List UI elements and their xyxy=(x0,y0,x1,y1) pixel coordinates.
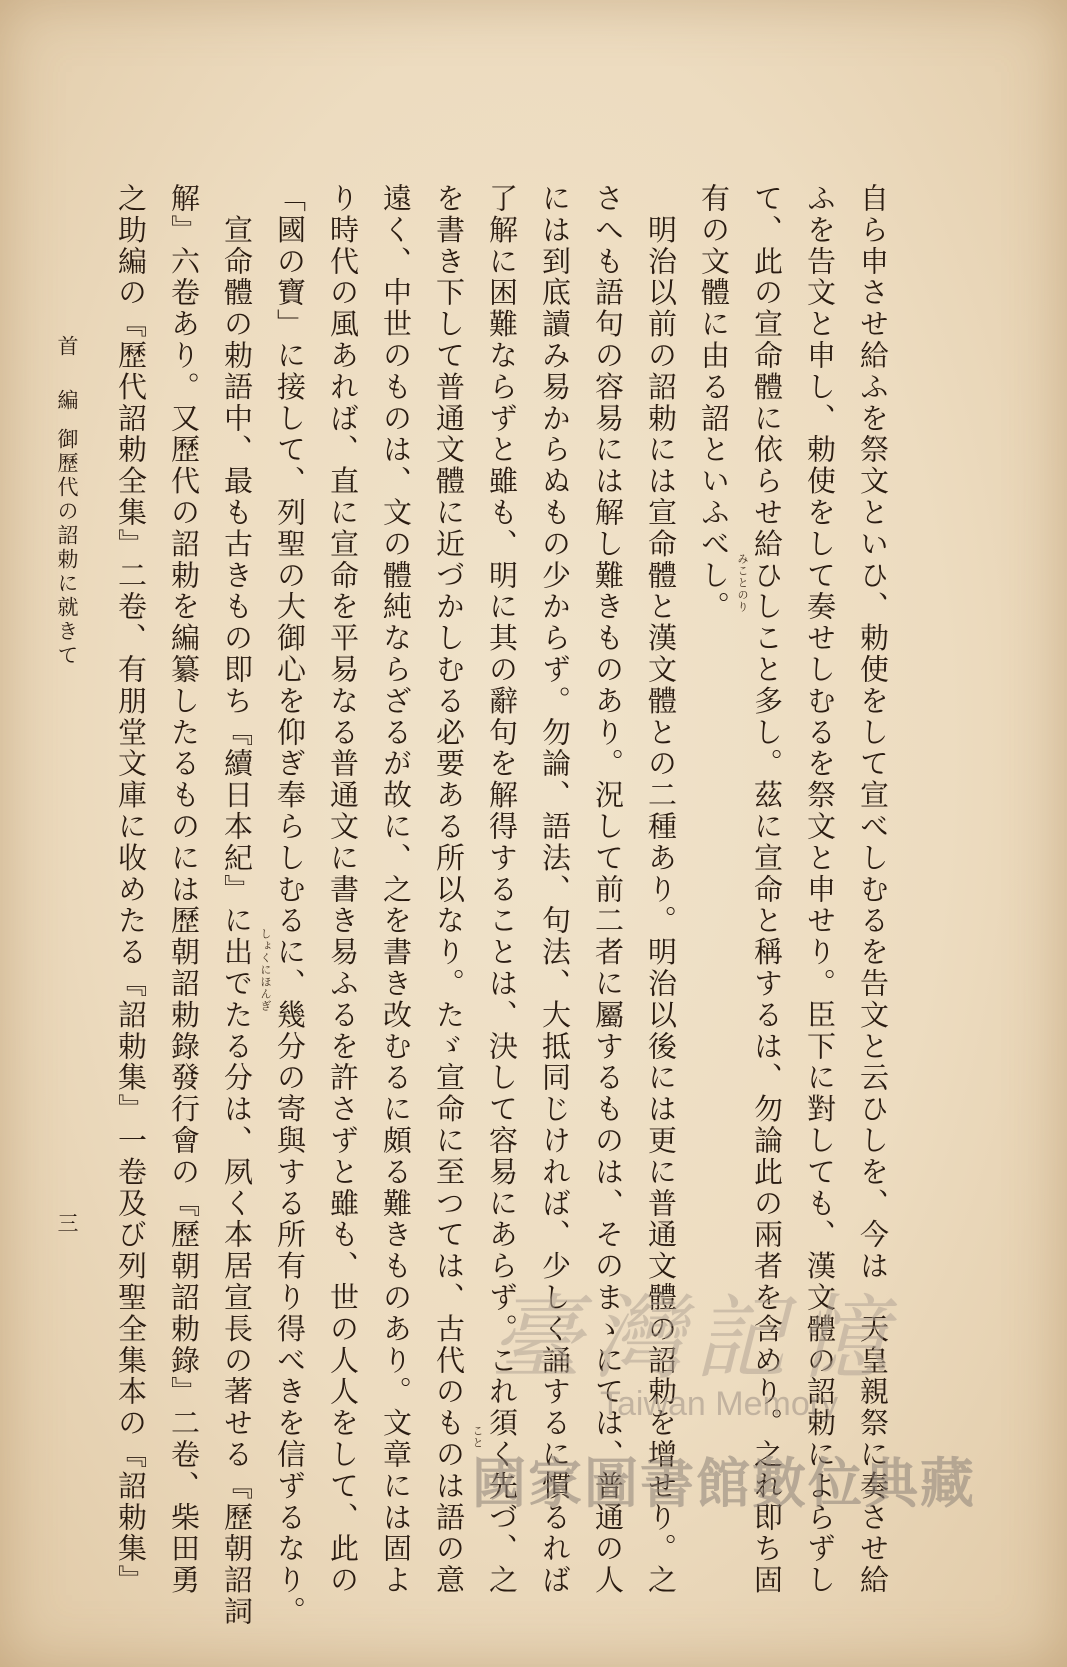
text-column-2: ふを告文と申し、勅使をして奏せしむるを祭文と申せり。臣下に對しても、漢文體の詔勅によらずし xyxy=(803,183,837,1596)
text-column-1: 自ら申させ給ふを祭文といひ、勅使をして宣べしむるを告文と云ひしを、今は 天皇親祭に奏させ給 xyxy=(856,183,890,1596)
text-column-10: 遠く、中世のものは、文の體純ならざるが故に、之を書き改むるに頗る難きものあり。文章には固よ xyxy=(379,183,413,1596)
text-column-13: 宣命體の勅語中、最も古きもの即ち『續日本紀』に出でたる分は、夙く本居宣長の著せる『歷朝詔詞 xyxy=(220,183,254,1628)
furigana-mikotonori: みことのり xyxy=(736,553,749,613)
text-column-5: 明治以前の詔勅には宣命體と漢文體との二種あり。明治以後には更に普通文體の詔勅を增せり。之 xyxy=(644,183,678,1596)
text-column-7: には到底讀み易からぬもの少からず。勿論、語法、句法、大抵同じければ、少しく誦するに慣るれば xyxy=(538,183,572,1596)
furigana-shokunihongi: しょくにほんぎ xyxy=(259,928,272,1012)
text-column-3: て、此の宣命體に依らせ給ひしこと多し。茲に宣命と稱するは、勿論此の兩者を含めり。之れ即ち固 xyxy=(750,183,784,1596)
watermark-logo xyxy=(470,1265,1030,1515)
watermark-title: 臺灣記憶 xyxy=(490,1285,899,1392)
running-head-chapter: 御歷代の詔勅に就きて xyxy=(55,428,79,668)
running-head-section: 首 編 xyxy=(55,335,79,416)
text-column-9: を書き下して普通文體に近づかしむる必要ある所以なり。たゞ宣命に至つては、古代のものは語の意 xyxy=(432,183,466,1596)
text-column-6: さへも語句の容易には解し難きものあり。況して前二者に屬するものは、そのまゝにては、普通の人 xyxy=(591,183,625,1596)
furigana-koto: こと xyxy=(471,1425,484,1449)
text-column-14: 解』六卷あり。又歷代の詔勅を編纂したるものには歷朝詔勅錄發行會の『歷朝詔勅錄』二卷、柴田勇 xyxy=(167,183,201,1596)
page-number: 三 xyxy=(55,1212,79,1233)
text-column-12: 「國の寶」に接して、列聖の大御心を仰ぎ奉らしむるに、幾分の寄與する所有り得べきを信ずるなり。 xyxy=(273,183,307,1628)
text-column-11: り時代の風あれば、直に宣命を平易なる普通文に書き易ふるを許さずと雖も、世の人人をして、此の xyxy=(326,183,360,1597)
watermark-library: 國家圖書館數位典藏 xyxy=(472,1452,976,1515)
text-column-4: 有の文體に由る詔といふべし。 xyxy=(697,183,731,623)
text-column-8: 了解に困難ならずと雖も、明に其の辭句を解得することは、決して容易にあらず。これ須く先づ、之 xyxy=(485,183,519,1596)
watermark-english: Taiwan Memory xyxy=(600,1385,839,1423)
text-column-15: 之助編の『歷代詔勅全集』二卷、有朋堂文庫に收めたる『詔勅集』一卷及び列聖全集本の『詔勅集』 xyxy=(114,183,148,1596)
